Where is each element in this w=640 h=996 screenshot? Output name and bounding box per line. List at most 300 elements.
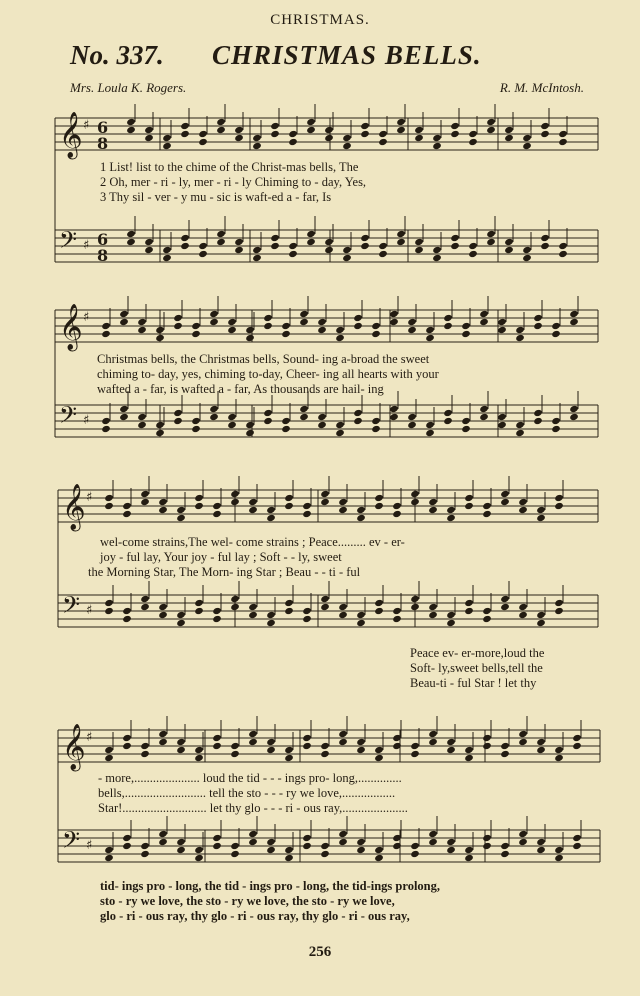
note-head bbox=[338, 730, 348, 738]
system4-verse3: Star!........................... let thy glo - - - ri - ous ray,..................... bbox=[98, 801, 408, 815]
note-head bbox=[144, 238, 154, 246]
note-head bbox=[551, 425, 561, 433]
note-head bbox=[180, 242, 190, 250]
note-head bbox=[432, 254, 442, 262]
note-head bbox=[392, 510, 402, 518]
note-head bbox=[299, 405, 309, 413]
note-head bbox=[533, 417, 543, 425]
note-head bbox=[158, 738, 168, 746]
note-head bbox=[500, 750, 510, 758]
note-head bbox=[227, 326, 237, 334]
running-head: CHRISTMAS. bbox=[270, 12, 370, 28]
note-head bbox=[554, 607, 564, 615]
note-head bbox=[144, 134, 154, 142]
note-head bbox=[428, 498, 438, 506]
note-head bbox=[518, 730, 528, 738]
note-head bbox=[155, 421, 165, 429]
note-head bbox=[122, 734, 132, 742]
note-head bbox=[425, 429, 435, 437]
note-head bbox=[248, 838, 258, 846]
note-head bbox=[533, 314, 543, 322]
note-head bbox=[122, 510, 132, 518]
note-head bbox=[500, 490, 510, 498]
note-head bbox=[248, 830, 258, 838]
note-head bbox=[486, 118, 496, 126]
note-head bbox=[104, 599, 114, 607]
note-head bbox=[446, 738, 456, 746]
note-head bbox=[482, 615, 492, 623]
note-head bbox=[281, 322, 291, 330]
note-head bbox=[302, 734, 312, 742]
note-head bbox=[407, 326, 417, 334]
hymn-title: CHRISTMAS BELLS. bbox=[212, 40, 482, 70]
note-head bbox=[252, 246, 262, 254]
note-head bbox=[263, 322, 273, 330]
note-head bbox=[155, 326, 165, 334]
note-head bbox=[536, 846, 546, 854]
note-head bbox=[486, 126, 496, 134]
note-head bbox=[569, 310, 579, 318]
bass-clef-icon: 𝄢 bbox=[59, 401, 78, 434]
note-head bbox=[227, 318, 237, 326]
note-head bbox=[137, 326, 147, 334]
note-head bbox=[446, 514, 456, 522]
note-head bbox=[342, 142, 352, 150]
sharp-icon: ♯ bbox=[86, 838, 93, 853]
note-head bbox=[126, 118, 136, 126]
note-head bbox=[176, 746, 186, 754]
note-head bbox=[198, 250, 208, 258]
note-head bbox=[320, 842, 330, 850]
note-head bbox=[468, 138, 478, 146]
note-head bbox=[320, 750, 330, 758]
note-head bbox=[158, 603, 168, 611]
note-head bbox=[396, 238, 406, 246]
note-head bbox=[554, 599, 564, 607]
system4-bass-verse1: tid- ings pro - long, the tid - ings pro - long, the tid-ings prolong, bbox=[100, 879, 440, 893]
note-head bbox=[302, 510, 312, 518]
note-head bbox=[284, 854, 294, 862]
note-head bbox=[410, 603, 420, 611]
note-head bbox=[119, 413, 129, 421]
note-head bbox=[212, 615, 222, 623]
note-head bbox=[554, 854, 564, 862]
note-head bbox=[288, 130, 298, 138]
note-head bbox=[464, 502, 474, 510]
note-head bbox=[122, 615, 132, 623]
note-head bbox=[234, 134, 244, 142]
note-head bbox=[230, 850, 240, 858]
sharp-icon: ♯ bbox=[86, 603, 93, 618]
note-head bbox=[389, 310, 399, 318]
note-head bbox=[155, 429, 165, 437]
note-head bbox=[536, 738, 546, 746]
note-head bbox=[428, 738, 438, 746]
note-head bbox=[288, 138, 298, 146]
note-head bbox=[432, 142, 442, 150]
note-head bbox=[536, 611, 546, 619]
note-head bbox=[176, 611, 186, 619]
note-head bbox=[144, 126, 154, 134]
note-head bbox=[518, 603, 528, 611]
note-head bbox=[374, 494, 384, 502]
note-head bbox=[306, 238, 316, 246]
note-head bbox=[464, 854, 474, 862]
note-head bbox=[104, 494, 114, 502]
note-head bbox=[144, 246, 154, 254]
note-head bbox=[425, 326, 435, 334]
note-head bbox=[522, 246, 532, 254]
note-head bbox=[486, 238, 496, 246]
note-head bbox=[176, 738, 186, 746]
note-head bbox=[392, 502, 402, 510]
note-head bbox=[180, 130, 190, 138]
hymn-number: No. 337. bbox=[70, 40, 164, 70]
note-head bbox=[533, 322, 543, 330]
note-head bbox=[194, 854, 204, 862]
note-head bbox=[378, 250, 388, 258]
note-head bbox=[464, 846, 474, 854]
time-signature-top: 6 bbox=[97, 230, 109, 249]
note-head bbox=[414, 126, 424, 134]
note-head bbox=[281, 417, 291, 425]
note-head bbox=[518, 498, 528, 506]
note-head bbox=[407, 413, 417, 421]
note-head bbox=[353, 417, 363, 425]
note-head bbox=[140, 595, 150, 603]
lyricist-credit: Mrs. Loula K. Rogers. bbox=[70, 80, 187, 95]
note-head bbox=[104, 502, 114, 510]
system2-verse1: Christmas bells, the Christmas bells, Sound- ing a-broad the sweet bbox=[97, 352, 430, 366]
note-head bbox=[173, 322, 183, 330]
note-head bbox=[540, 234, 550, 242]
note-head bbox=[306, 230, 316, 238]
note-head bbox=[335, 421, 345, 429]
note-head bbox=[248, 603, 258, 611]
note-head bbox=[374, 502, 384, 510]
note-head bbox=[137, 413, 147, 421]
note-head bbox=[554, 502, 564, 510]
note-head bbox=[284, 494, 294, 502]
system4-bass-verse3: glo - ri - ous ray, thy glo - ri - ous ray, thy glo - ri - ous ray, bbox=[100, 909, 410, 923]
note-head bbox=[572, 842, 582, 850]
note-head bbox=[212, 734, 222, 742]
note-head bbox=[252, 142, 262, 150]
note-head bbox=[446, 746, 456, 754]
note-head bbox=[446, 838, 456, 846]
note-head bbox=[468, 250, 478, 258]
note-head bbox=[378, 130, 388, 138]
note-head bbox=[443, 409, 453, 417]
note-head bbox=[554, 746, 564, 754]
note-head bbox=[270, 242, 280, 250]
note-head bbox=[162, 134, 172, 142]
note-head bbox=[356, 619, 366, 627]
note-head bbox=[374, 746, 384, 754]
note-head bbox=[299, 318, 309, 326]
note-head bbox=[572, 742, 582, 750]
note-head bbox=[482, 842, 492, 850]
note-head bbox=[216, 230, 226, 238]
note-head bbox=[374, 846, 384, 854]
note-head bbox=[194, 607, 204, 615]
note-head bbox=[320, 490, 330, 498]
note-head bbox=[425, 334, 435, 342]
note-head bbox=[209, 405, 219, 413]
note-head bbox=[263, 409, 273, 417]
note-head bbox=[209, 413, 219, 421]
note-head bbox=[342, 254, 352, 262]
note-head bbox=[194, 754, 204, 762]
note-head bbox=[162, 246, 172, 254]
note-head bbox=[266, 846, 276, 854]
note-head bbox=[212, 842, 222, 850]
note-head bbox=[536, 838, 546, 846]
note-head bbox=[479, 413, 489, 421]
page-number: 256 bbox=[308, 944, 332, 960]
note-head bbox=[140, 490, 150, 498]
note-head bbox=[360, 130, 370, 138]
note-head bbox=[504, 134, 514, 142]
note-head bbox=[284, 846, 294, 854]
note-head bbox=[104, 846, 114, 854]
note-head bbox=[266, 838, 276, 846]
note-head bbox=[572, 834, 582, 842]
note-head bbox=[248, 738, 258, 746]
note-head bbox=[101, 425, 111, 433]
note-head bbox=[194, 502, 204, 510]
system3-bass-verse2: Soft- ly,sweet bells,tell the bbox=[410, 661, 543, 675]
note-head bbox=[335, 334, 345, 342]
note-head bbox=[356, 514, 366, 522]
time-signature-bottom: 8 bbox=[97, 246, 109, 265]
note-head bbox=[126, 126, 136, 134]
note-head bbox=[140, 750, 150, 758]
note-head bbox=[227, 413, 237, 421]
note-head bbox=[245, 429, 255, 437]
time-signature-top: 6 bbox=[97, 118, 109, 137]
note-head bbox=[270, 130, 280, 138]
note-head bbox=[558, 138, 568, 146]
note-head bbox=[554, 494, 564, 502]
note-head bbox=[137, 421, 147, 429]
note-head bbox=[374, 754, 384, 762]
note-head bbox=[101, 330, 111, 338]
note-head bbox=[216, 118, 226, 126]
note-head bbox=[140, 742, 150, 750]
treble-clef-icon: 𝄞 bbox=[62, 484, 86, 530]
note-head bbox=[194, 599, 204, 607]
note-head bbox=[353, 409, 363, 417]
note-head bbox=[176, 506, 186, 514]
note-head bbox=[198, 138, 208, 146]
note-head bbox=[288, 242, 298, 250]
note-head bbox=[162, 142, 172, 150]
note-head bbox=[428, 603, 438, 611]
system3-bass-verse1: Peace ev- er-more,loud the bbox=[410, 646, 545, 660]
note-head bbox=[230, 750, 240, 758]
note-head bbox=[500, 742, 510, 750]
note-head bbox=[248, 506, 258, 514]
system1-verse1: 1 List! list to the chime of the Christ-mas bells, The bbox=[100, 160, 359, 174]
note-head bbox=[216, 126, 226, 134]
note-head bbox=[443, 417, 453, 425]
note-head bbox=[410, 742, 420, 750]
note-head bbox=[428, 830, 438, 838]
note-head bbox=[284, 746, 294, 754]
note-head bbox=[284, 754, 294, 762]
note-head bbox=[281, 330, 291, 338]
note-head bbox=[482, 734, 492, 742]
note-head bbox=[407, 421, 417, 429]
note-head bbox=[338, 738, 348, 746]
note-head bbox=[194, 746, 204, 754]
note-head bbox=[392, 615, 402, 623]
note-head bbox=[432, 246, 442, 254]
note-head bbox=[392, 607, 402, 615]
note-head bbox=[126, 230, 136, 238]
note-head bbox=[101, 417, 111, 425]
note-head bbox=[540, 242, 550, 250]
note-head bbox=[338, 603, 348, 611]
note-head bbox=[515, 429, 525, 437]
note-head bbox=[450, 122, 460, 130]
note-head bbox=[356, 846, 366, 854]
note-head bbox=[371, 322, 381, 330]
note-head bbox=[281, 425, 291, 433]
note-head bbox=[371, 330, 381, 338]
note-head bbox=[122, 502, 132, 510]
note-head bbox=[389, 405, 399, 413]
note-head bbox=[248, 498, 258, 506]
note-head bbox=[320, 742, 330, 750]
note-head bbox=[176, 514, 186, 522]
sharp-icon: ♯ bbox=[86, 490, 93, 505]
note-head bbox=[464, 494, 474, 502]
note-head bbox=[299, 413, 309, 421]
note-head bbox=[302, 742, 312, 750]
note-head bbox=[320, 603, 330, 611]
note-head bbox=[137, 318, 147, 326]
system3-verse3: the Morning Star, The Morn- ing Star ; Beau - - ti - ful bbox=[88, 565, 361, 579]
sharp-icon: ♯ bbox=[86, 730, 93, 745]
note-head bbox=[104, 854, 114, 862]
note-head bbox=[338, 506, 348, 514]
note-head bbox=[302, 834, 312, 842]
note-head bbox=[428, 838, 438, 846]
system4-bass-verse2: sto - ry we love, the sto - ry we love, the sto - ry we love, bbox=[100, 894, 395, 908]
note-head bbox=[428, 506, 438, 514]
note-head bbox=[464, 746, 474, 754]
note-head bbox=[317, 421, 327, 429]
note-head bbox=[551, 322, 561, 330]
note-head bbox=[479, 310, 489, 318]
note-head bbox=[284, 607, 294, 615]
note-head bbox=[396, 230, 406, 238]
note-head bbox=[396, 118, 406, 126]
note-head bbox=[306, 118, 316, 126]
note-head bbox=[482, 502, 492, 510]
sharp-icon: ♯ bbox=[83, 238, 90, 253]
system3-bass-verse3: Beau-ti - ful Star ! let thy bbox=[410, 676, 537, 690]
note-head bbox=[425, 421, 435, 429]
note-head bbox=[245, 326, 255, 334]
note-head bbox=[468, 130, 478, 138]
note-head bbox=[500, 850, 510, 858]
note-head bbox=[428, 730, 438, 738]
note-head bbox=[324, 246, 334, 254]
note-head bbox=[212, 607, 222, 615]
note-head bbox=[248, 611, 258, 619]
note-head bbox=[158, 506, 168, 514]
note-head bbox=[302, 615, 312, 623]
note-head bbox=[536, 514, 546, 522]
note-head bbox=[212, 742, 222, 750]
bass-clef-icon: 𝄢 bbox=[62, 826, 81, 859]
note-head bbox=[414, 238, 424, 246]
note-head bbox=[374, 599, 384, 607]
note-head bbox=[482, 834, 492, 842]
note-head bbox=[497, 413, 507, 421]
note-head bbox=[446, 611, 456, 619]
note-head bbox=[198, 130, 208, 138]
note-head bbox=[410, 498, 420, 506]
note-head bbox=[140, 842, 150, 850]
note-head bbox=[180, 122, 190, 130]
note-head bbox=[104, 754, 114, 762]
note-head bbox=[410, 842, 420, 850]
note-head bbox=[558, 130, 568, 138]
note-head bbox=[176, 846, 186, 854]
note-head bbox=[500, 842, 510, 850]
note-head bbox=[518, 738, 528, 746]
note-head bbox=[450, 242, 460, 250]
system1-verse2: 2 Oh, mer - ri - ly, mer - ri - ly Chiming to - day, Yes, bbox=[100, 175, 367, 189]
note-head bbox=[446, 619, 456, 627]
system4-verse2: bells,.......................... tell the sto - - - ry we love,................. bbox=[98, 786, 396, 800]
note-head bbox=[140, 498, 150, 506]
note-head bbox=[360, 234, 370, 242]
note-head bbox=[446, 506, 456, 514]
note-head bbox=[551, 417, 561, 425]
time-signature-bottom: 8 bbox=[97, 134, 109, 153]
note-head bbox=[306, 126, 316, 134]
note-head bbox=[342, 134, 352, 142]
bass-clef-icon: 𝄢 bbox=[59, 226, 78, 259]
system4-verse1: - more,..................... loud the tid - - - ings pro- long,.............. bbox=[98, 771, 402, 785]
note-head bbox=[540, 130, 550, 138]
bass-clef-icon: 𝄢 bbox=[62, 591, 81, 624]
note-head bbox=[212, 502, 222, 510]
note-head bbox=[497, 318, 507, 326]
note-head bbox=[461, 330, 471, 338]
note-head bbox=[450, 130, 460, 138]
treble-clef-icon: 𝄞 bbox=[59, 112, 83, 158]
note-head bbox=[356, 611, 366, 619]
note-head bbox=[104, 746, 114, 754]
note-head bbox=[335, 326, 345, 334]
note-head bbox=[497, 421, 507, 429]
note-head bbox=[101, 322, 111, 330]
note-head bbox=[227, 421, 237, 429]
note-head bbox=[230, 595, 240, 603]
note-head bbox=[119, 318, 129, 326]
note-head bbox=[428, 611, 438, 619]
note-head bbox=[104, 607, 114, 615]
note-head bbox=[522, 142, 532, 150]
composer-credit: R. M. McIntosh. bbox=[499, 80, 584, 95]
treble-clef-icon: 𝄞 bbox=[59, 304, 83, 350]
